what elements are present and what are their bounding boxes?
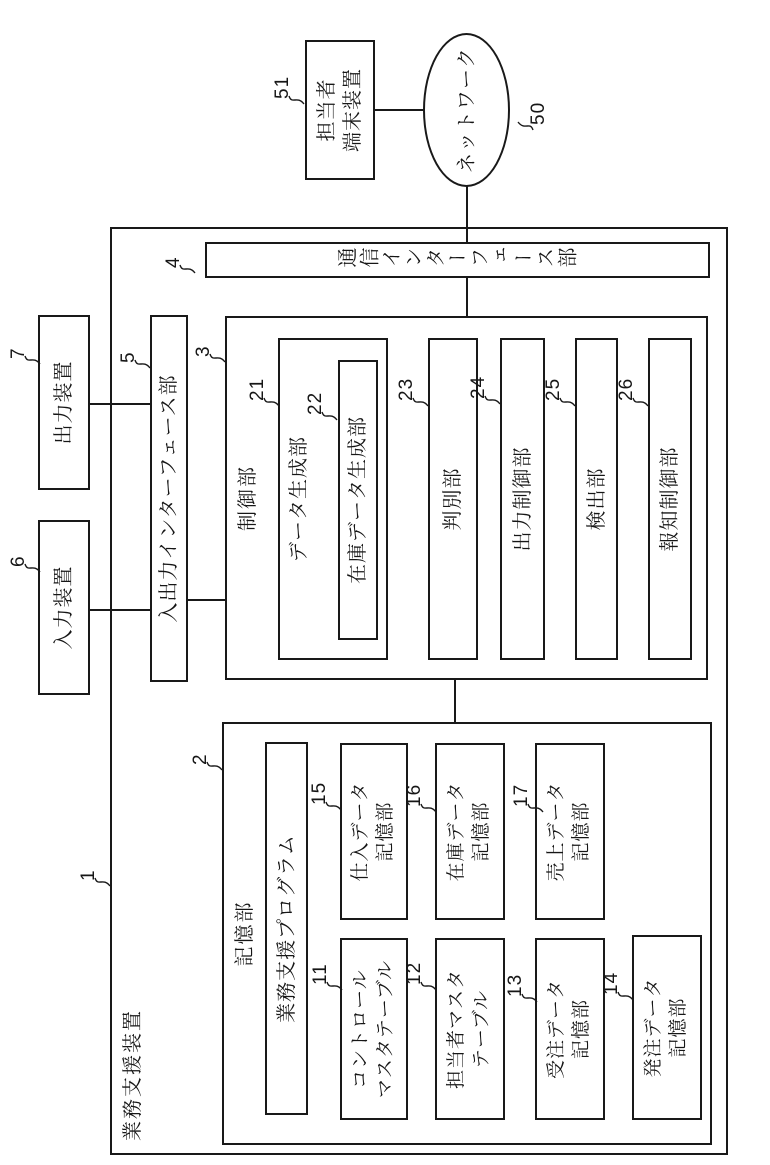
business-support-device-title: 業務支援装置 <box>122 1009 144 1141</box>
ref-3: 3 <box>193 345 215 357</box>
comm-interface-label: 通信インターフェース部 <box>336 249 579 271</box>
box-detection <box>575 338 618 660</box>
box-business-support-program <box>265 742 308 1115</box>
connector-output-to-io <box>90 403 152 405</box>
purchase-data-storage-label: 仕入データ 記憶部 <box>350 781 396 882</box>
box-purchase-data-storage <box>340 743 408 920</box>
ref-25: 25 <box>543 378 565 401</box>
ref-14: 14 <box>601 972 623 995</box>
ref-15: 15 <box>309 782 331 805</box>
box-output-device <box>38 315 90 490</box>
business-support-program-label: 業務支援プログラム <box>275 834 298 1023</box>
box-order-received-data-storage <box>535 938 605 1120</box>
network-label: ネットワーク <box>455 47 478 173</box>
inventory-data-storage-label: 在庫データ 記憶部 <box>446 781 492 882</box>
ref-17: 17 <box>511 784 533 807</box>
box-sales-data-storage <box>535 743 605 920</box>
ref-4: 4 <box>163 256 185 268</box>
connector-input-to-io <box>90 609 152 611</box>
network-ellipse <box>423 33 510 187</box>
box-inventory-data-generation <box>338 360 378 640</box>
control-master-table-label: コントロール マスタテーブル <box>350 959 396 1099</box>
output-control-label: 出力制御部 <box>511 446 534 552</box>
connector-control-to-comm <box>466 276 468 318</box>
box-output-control <box>500 338 545 660</box>
box-order-placed-data-storage <box>632 935 702 1120</box>
box-staff-terminal <box>305 40 375 180</box>
inventory-data-generation-label: 在庫データ生成部 <box>347 416 369 584</box>
ref-7: 7 <box>8 347 30 359</box>
ref-13: 13 <box>505 974 527 997</box>
box-control-master-table <box>340 938 408 1120</box>
data-generation-label: データ生成部 <box>288 436 310 562</box>
ref-51: 51 <box>272 76 294 99</box>
box-comm-interface <box>205 242 710 278</box>
connector-terminal-to-network <box>373 109 425 111</box>
ref-50: 50 <box>528 102 550 125</box>
output-device-label: 出力装置 <box>53 360 75 445</box>
box-person-master-table <box>435 938 505 1120</box>
ref-1: 1 <box>78 869 100 881</box>
ref-11: 11 <box>310 963 332 985</box>
order-received-data-storage-label: 受注データ 記憶部 <box>546 979 592 1080</box>
ref-2: 2 <box>190 753 212 765</box>
io-interface-label: 入出力インターフェース部 <box>158 374 180 623</box>
ref-26: 26 <box>616 378 638 401</box>
ref-24: 24 <box>468 376 490 399</box>
connector-storage-to-control <box>454 678 456 724</box>
ref-12: 12 <box>404 962 426 985</box>
ref-16: 16 <box>404 784 426 807</box>
box-io-interface <box>150 315 188 682</box>
ref-22: 22 <box>305 392 327 415</box>
box-inventory-data-storage <box>435 743 505 920</box>
notification-control-label: 報知制御部 <box>659 446 681 552</box>
staff-terminal-label: 担当者 端末装置 <box>316 68 364 152</box>
box-notification-control <box>648 338 692 660</box>
connector-comm-to-network <box>466 185 468 244</box>
ref-21: 21 <box>247 378 269 401</box>
person-master-table-label: 担当者マスタ テーブル <box>446 969 492 1090</box>
detection-label: 検出部 <box>585 467 608 531</box>
ref-23: 23 <box>396 378 418 401</box>
sales-data-storage-label: 売上データ 記憶部 <box>546 781 592 882</box>
box-input-device <box>38 520 90 695</box>
ref-5: 5 <box>118 351 140 363</box>
storage-unit-title: 記憶部 <box>234 900 256 967</box>
determination-label: 判別部 <box>442 467 464 531</box>
ref-6: 6 <box>8 555 30 567</box>
input-device-label: 入力装置 <box>53 565 75 650</box>
control-unit-title: 制御部 <box>237 465 259 531</box>
connector-io-to-control <box>186 599 227 601</box>
order-placed-data-storage-label: 発注データ 記憶部 <box>643 977 689 1078</box>
